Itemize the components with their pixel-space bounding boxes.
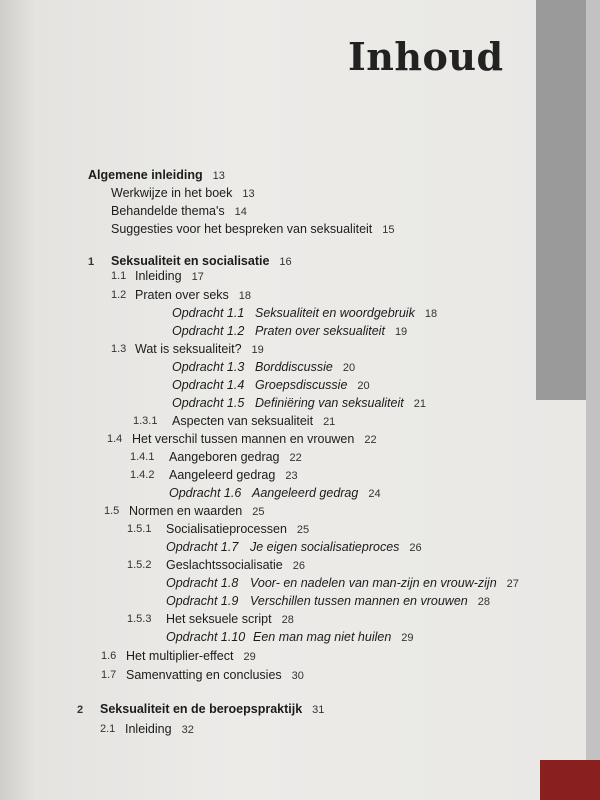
toc-section: Praten over seks 18: [135, 288, 252, 302]
section-number: 1.3: [111, 343, 127, 355]
toc-subsection: Socialisatieprocessen 25: [166, 522, 310, 536]
toc-chapter: Seksualiteit en socialisatie 16: [111, 254, 292, 268]
toc-intro: Algemene inleiding 13: [88, 168, 225, 182]
toc-opdracht-tag: Opdracht 1.10: [166, 630, 246, 644]
toc-opdracht-tag: Opdracht 1.9: [166, 594, 239, 608]
section-number: 1.2: [111, 289, 127, 301]
toc-opdracht: Praten over seksualiteit 19: [255, 324, 408, 338]
subsection-number: 1.5.1: [127, 523, 152, 535]
toc-subsection: Het seksuele script 28: [166, 612, 294, 626]
subsection-number: 1.4.2: [130, 469, 155, 481]
toc-opdracht: Verschillen tussen mannen en vrouwen 28: [250, 594, 490, 608]
chapter-number: 2: [77, 704, 84, 716]
subsection-number: 1.4.1: [130, 451, 155, 463]
toc-intro-item: Behandelde thema's 14: [111, 204, 247, 218]
toc-subsection: Aspecten van seksualiteit 21: [172, 414, 336, 428]
toc-opdracht-tag: Opdracht 1.8: [166, 576, 239, 590]
toc-subsection: Aangeboren gedrag 22: [169, 450, 302, 464]
toc-section: Het verschil tussen mannen en vrouwen 22: [132, 432, 377, 446]
toc-section: Samenvatting en conclusies 30: [126, 668, 304, 682]
toc-intro-item: Suggesties voor het bespreken van seksualiteit 15: [111, 222, 395, 236]
toc-opdracht-tag: Opdracht 1.2: [172, 324, 245, 338]
section-number: 1.7: [101, 669, 117, 681]
toc-opdracht-tag: Opdracht 1.7: [166, 540, 239, 554]
subsection-number: 1.5.3: [127, 613, 152, 625]
toc-opdracht: Aangeleerd gedrag 24: [252, 486, 381, 500]
toc-subsection: Geslachtssocialisatie 26: [166, 558, 305, 572]
section-number: 1.6: [101, 650, 117, 662]
section-number: 2.1: [100, 723, 116, 735]
toc-opdracht-tag: Opdracht 1.3: [172, 360, 245, 374]
section-number: 1.4: [107, 433, 123, 445]
toc-opdracht-tag: Opdracht 1.1: [172, 306, 245, 320]
toc-opdracht: Definiëring van seksualiteit 21: [255, 396, 426, 410]
toc-section: Inleiding 17: [135, 269, 204, 283]
toc-section: Het multiplier-effect 29: [126, 649, 256, 663]
toc-section: Wat is seksualiteit? 19: [135, 342, 264, 356]
section-number: 1.5: [104, 505, 120, 517]
subsection-number: 1.5.2: [127, 559, 152, 571]
toc-opdracht: Je eigen socialisatieproces 26: [250, 540, 422, 554]
toc-intro-item: Werkwijze in het boek 13: [111, 186, 255, 200]
toc-opdracht-tag: Opdracht 1.5: [172, 396, 245, 410]
toc-section: Normen en waarden 25: [129, 504, 265, 518]
toc-opdracht: Een man mag niet huilen 29: [253, 630, 414, 644]
section-number: 1.1: [111, 270, 127, 282]
toc-opdracht: Groepsdiscussie 20: [255, 378, 370, 392]
toc-opdracht-tag: Opdracht 1.6: [169, 486, 242, 500]
chapter-number: 1: [88, 256, 95, 268]
toc-section: Inleiding 32: [125, 722, 194, 736]
toc-opdracht: Seksualiteit en woordgebruik 18: [255, 306, 438, 320]
toc-opdracht-tag: Opdracht 1.4: [172, 378, 245, 392]
toc-subsection: Aangeleerd gedrag 23: [169, 468, 298, 482]
toc-opdracht: Borddiscussie 20: [255, 360, 356, 374]
toc-opdracht: Voor- en nadelen van man-zijn en vrouw-zijn 27: [250, 576, 519, 590]
page-title: Inhoud: [348, 34, 504, 79]
toc-chapter: Seksualiteit en de beroepspraktijk 31: [100, 702, 325, 716]
subsection-number: 1.3.1: [133, 415, 158, 427]
